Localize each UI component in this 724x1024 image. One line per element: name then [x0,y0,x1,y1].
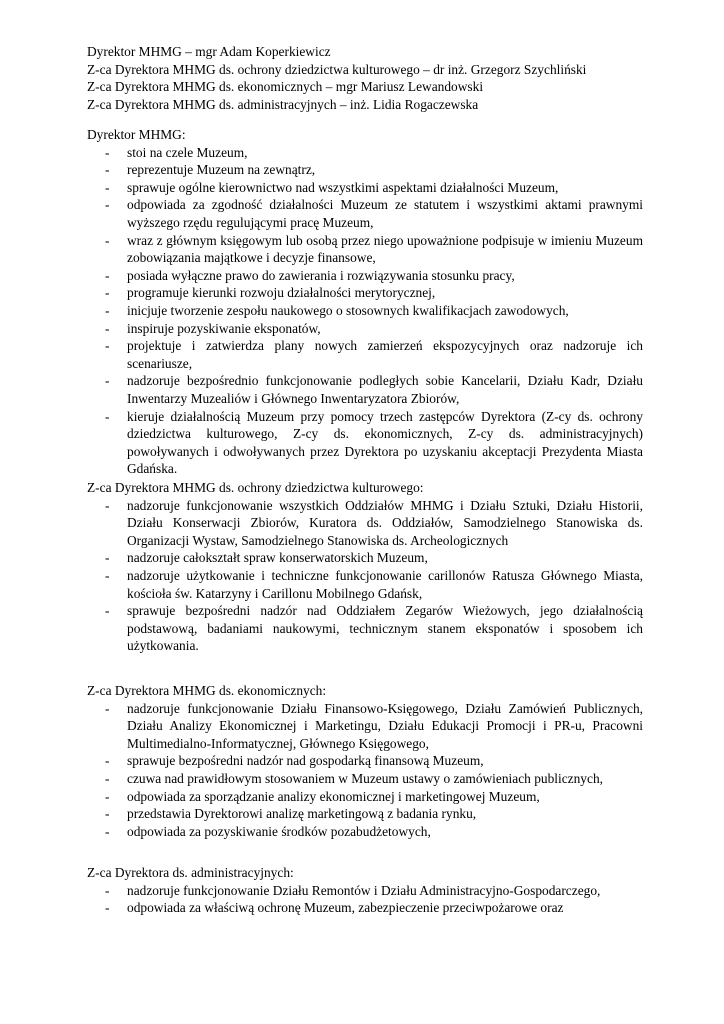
section-director [87,126,643,478]
dash-bullet: - [105,320,110,336]
section-deputy-heritage [87,479,643,655]
dash-bullet: - [105,603,110,619]
section-title: Z-ca Dyrektora MHMG ds. ekonomicznych: [87,683,327,698]
list-item: - nadzoruje użytkowanie i techniczne funkcjonowanie carillonów Ratusza Głównego Miasta, kościoła św. Katarzyny i Carillonu Mobilnego Gdańsk, [105,567,643,601]
section-deputy-economic [87,682,643,840]
list-item: - inicjuje tworzenie zespołu naukowego o stosownych kwalifikacjach zawodowych, [105,302,569,318]
list-item: - odpowiada za właściwą ochronę Muzeum, zabezpieczenie przeciwpożarowe oraz [105,900,564,916]
duties-list [87,700,643,841]
duties-list [87,144,643,478]
header-line-deputy-heritage: Z-ca Dyrektora MHMG ds. ochrony dziedzictwa kulturowego – dr inż. Grzegorz Szychliński [87,61,587,77]
list-item: - programuje kierunki rozwoju działalności merytorycznej, [105,285,436,301]
dash-bullet: - [105,882,110,898]
list-item: - stoi na czele Muzeum, [105,144,248,160]
list-item: - nadzoruje funkcjonowanie wszystkich Oddziałów MHMG i Działu Sztuki, Działu Historii, Działu Konserwacji Zbiorów, Kuratora ds. Oddziałów, Samodzielnego Stanowiska ds. Organizacji Wystaw, Samodzielnego Stanowiska ds. Archeologicznych [105,497,643,548]
dash-bullet: - [105,567,110,583]
list-item: - reprezentuje Muzeum na zewnątrz, [105,162,316,178]
list-item: - odpowiada za sporządzanie analizy ekonomicznej i marketingowej Muzeum, [105,788,540,804]
list-item: - nadzoruje funkcjonowanie Działu Finansowo-Księgowego, Działu Zamówień Publicznych, Działu Analizy Ekonomicznej i Marketingu, Działu Edukacji Promocji i PR-u, Pracowni Multimedialno-Informatycznej, Głównego Księgowego, [105,700,643,751]
dash-bullet: - [105,770,110,786]
header-line-director: Dyrektor MHMG – mgr Adam Koperkiewicz [87,44,331,59]
list-item: - kieruje działalnością Muzeum przy pomocy trzech zastępców Dyrektora (Z-cy ds. ochrony dziedzictwa kulturowego, Z-cy ds. ekonomicznych, Z-cy ds. administracyjnych) powoływanych i odwoływanych przez Dyrektora po uzyskaniu akceptacji Prezydenta Miasta Gdańska. [105,408,643,477]
dash-bullet: - [105,232,110,248]
dash-bullet: - [105,338,110,354]
list-item: - przedstawia Dyrektorowi analizę marketingową z badania rynku, [105,806,477,822]
section-title: Z-ca Dyrektora MHMG ds. ochrony dziedzictwa kulturowego: [87,480,424,495]
list-item: - posiada wyłączne prawo do zawierania i rozwiązywania stosunku pracy, [105,267,515,283]
list-item: - sprawuje bezpośredni nadzór nad gospodarką finansową Muzeum, [105,753,484,769]
list-item: - wraz z głównym księgowym lub osobą przez niego upoważnione podpisuje w imieniu Muzeum zobowiązania majątkowe i decyzje finansowe, [105,232,643,266]
dash-bullet: - [105,806,110,822]
list-item: - odpowiada za zgodność działalności Muzeum ze statutem i wszystkimi aktami prawnymi wyższego rzędu regulującymi pracę Muzeum, [105,197,643,230]
dash-bullet: - [105,373,110,389]
dash-bullet: - [105,700,110,716]
section-title: Dyrektor MHMG: [87,127,186,142]
dash-bullet: - [105,823,110,839]
section-deputy-administrative [87,864,643,917]
document-header [87,43,647,113]
list-item: - nadzoruje bezpośrednio funkcjonowanie podległych sobie Kancelarii, Działu Kadr, Działu Inwentarzy Muzealiów i Głównego Inwentaryzatora Zbiorów, [105,373,643,406]
dash-bullet: - [105,285,110,301]
section-title: Z-ca Dyrektora ds. administracyjnych: [87,865,294,880]
header-line-deputy-economic: Z-ca Dyrektora MHMG ds. ekonomicznych – mgr Mariusz Lewandowski [87,79,484,95]
list-item: - inspiruje pozyskiwanie eksponatów, [105,320,321,336]
dash-bullet: - [105,497,110,513]
header-line-deputy-administrative: Z-ca Dyrektora MHMG ds. administracyjnych – inż. Lidia Rogaczewska [87,96,479,112]
list-item: - odpowiada za pozyskiwanie środków pozabudżetowych, [105,823,431,839]
list-item: - sprawuje bezpośredni nadzór nad Oddziałem Zegarów Wieżowych, jego działalnością podstawową, badaniami naukowymi, technicznym stanem eksponatów i sposobem ich użytkowania. [105,603,643,654]
list-item: - nadzoruje funkcjonowanie Działu Remontów i Działu Administracyjno-Gospodarczego, [105,882,601,898]
duties-list [87,882,643,917]
list-item: - projektuje i zatwierdza plany nowych zamierzeń ekspozycyjnych oraz nadzoruje ich scenariusze, [105,338,643,371]
duties-list [87,497,643,655]
dash-bullet: - [105,788,110,804]
dash-bullet: - [105,302,110,318]
list-item: - sprawuje ogólne kierownictwo nad wszystkimi aspektami działalności Muzeum, [105,179,559,195]
list-item: - czuwa nad prawidłowym stosowaniem w Muzeum ustawy o zamówieniach publicznych, [105,770,603,786]
dash-bullet: - [105,179,110,195]
dash-bullet: - [105,162,110,178]
dash-bullet: - [105,550,110,566]
dash-bullet: - [105,144,110,160]
dash-bullet: - [105,753,110,769]
dash-bullet: - [105,900,110,916]
list-item: - nadzoruje całokształt spraw konserwatorskich Muzeum, [105,550,428,566]
dash-bullet: - [105,267,110,283]
dash-bullet: - [105,197,110,213]
dash-bullet: - [105,408,110,424]
